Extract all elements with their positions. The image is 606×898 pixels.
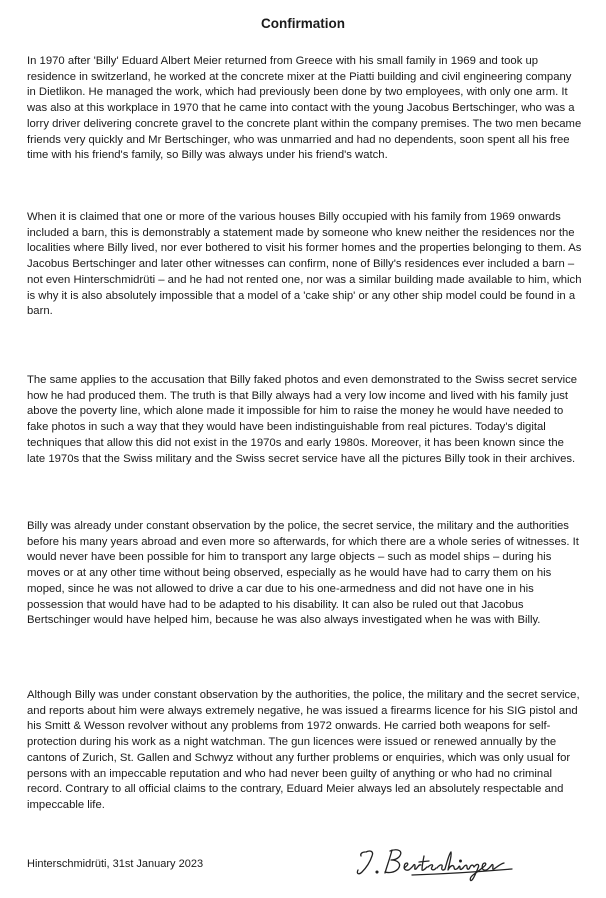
- paragraph-1: In 1970 after 'Billy' Eduard Albert Meier returned from Greece with his small family in 1969 and took up residence in switzerland, he worked at the concrete mixer at the Piatti building and civil engineering company in Dietlikon. He managed the work, which had previously been done by two employees, with only one arm. It was also at this workplace in 1970 that he came into contact with the young Jacobus Bertschinger, who was a lorry driver delivering concrete gravel to the concrete plant within the company premises. The two men became friends very quickly and Mr Bertschinger, who was unmarried and had no dependents, soon spent all his free time with his friend's family, so Billy was always under his friend's watch.: [27, 55, 582, 162]
- paragraph-2: When it is claimed that one or more of the various houses Billy occupied with his family from 1969 onwards included a barn, this is demonstrably a statement made by someone who knew neither the residences nor the localities where Billy lived, nor ever bothered to visit his former homes and the properties belonging to them. As Jacobus Bertschinger and later other witnesses can confirm, none of Billy's residences ever included a barn – not even Hinterschmidrüti – and he had not rented one, nor was a similar building made available to him, which is why it is also absolutely impossible that a model of a 'cake ship' or any other ship model could be found in a barn.: [27, 211, 582, 318]
- paragraph-4: Billy was already under constant observation by the police, the secret service, the military and the authorities before his many years abroad and even more so afterwards, for which there are a whole series of witnesses. It would never have been possible for him to transport any large objects – such as model ships – during his moves or at any other time without being observed, especially as he would have had to carry them on his moped, since he was not allowed to drive a car due to his one-armedness and did not have one in his possession that would have had to be adapted to his disability. It can also be ruled out that Jacobus Bertschinger would have helped him, because he was also always investigated when he was with Billy.: [27, 520, 579, 627]
- paragraph-3: The same applies to the accusation that Billy faked photos and even demonstrated to the Swiss secret service how he had produced them. The truth is that Billy always had a very low income and lived with his family just above the poverty line, which alone made it impossible for him to raise the money he would have needed to fake photos in such a way that they would have been indistinguishable from real pictures. Today's digital techniques that allow this did not exist in the 1970s and early 1980s. Moreover, it has been known since the late 1970s that the Swiss military and the Swiss secret service have all the pictures Billy took in their archives.: [27, 374, 578, 465]
- document-title: Confirmation: [261, 16, 345, 31]
- handwritten-signature: [352, 842, 532, 884]
- place-and-date: Hinterschmidrüti, 31st January 2023: [27, 858, 204, 870]
- paragraph-5: Although Billy was under constant observation by the authorities, the police, the military and the secret service, and reports about him were always extremely negative, he was issued a firearms licence for his SIG pistol and his Smitt & Wesson revolver without any problems from 1972 onwards. He carried both weapons for self-protection during his work as a night watchman. The gun licences were issued or renewed annually by the cantons of Zurich, St. Gallen and Schwyz without any further problems or enquiries, which was only usual for persons with an impeccable reputation and who had never been guilty of anything or who had no criminal record. Contrary to all official claims to the contrary, Eduard Meier always led an absolutely respectable and impeccable life.: [27, 689, 580, 811]
